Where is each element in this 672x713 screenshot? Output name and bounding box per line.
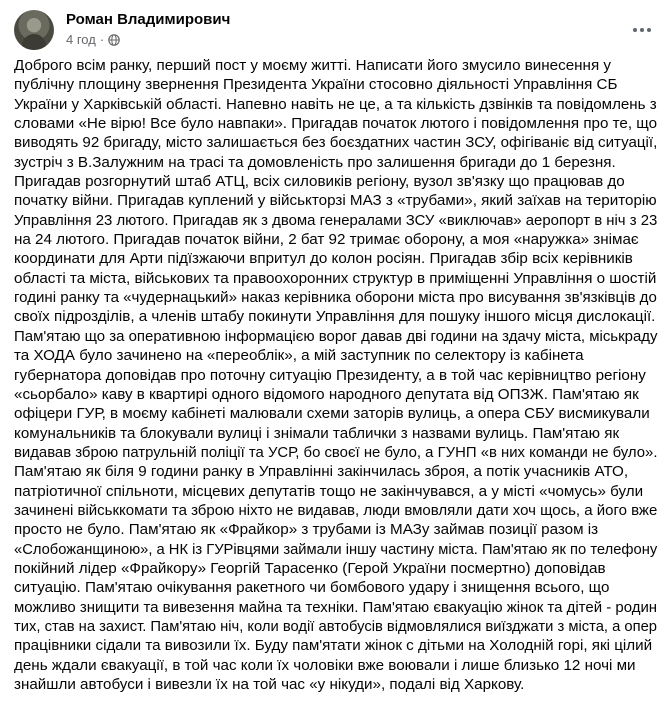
post-text-line: патріотичної спільноти, місцевих депутатів тощо не закінчувався, а у місті «чомусь» були [14,482,644,500]
more-options-button[interactable] [628,16,656,44]
post-text-line: області та міста, військових та правоохоронних структур в приміщенні Управління о шостій [14,269,657,287]
post-text [14,56,657,694]
post-text-line: ситуацію. Пам'ятаю очікування ракетного чи бомбового удару і знищення всього, що [14,579,610,597]
post-text-line: координати для Арти підїзжаючи впритул до колон росіян. Пригадав збір всіх керівників [14,250,633,268]
post-header [14,10,658,50]
more-horizontal-icon [633,28,637,32]
post-text-line: на 24 лютого. Пригадав початок війни, 2 бат 92 тримає оборону, а моя «наружка» знімає [14,231,639,249]
post-text-line: словами «Не вірю! Все було навпаки». Пригадав початок лютого і повідомлення про те, що [14,115,657,133]
post-text-line: початку війни. Пригадав куплений у військторзі МАЗ з «трубами», який заїхав на територію [14,192,657,210]
post-timestamp[interactable]: 4 год [66,32,96,47]
post-text-line: своїх підрозділів, а членів штабу покинути Управління для пошуку іншого місця дислокації. [14,308,656,326]
post-text-line: можливо знищити та вивезення майна та техніки. Пам'ятаю євакуацію жінок та дітей - родин [14,598,658,616]
post-text-line: годині ранку та «чудернацький» наказ керівника оборони міста про висування зв'язківців до [14,289,657,307]
post-text-line: Пам'ятаю як біля 9 години ранку в Управлінні закінчилась зброя, а потік учасників АТО, [14,463,629,481]
post-text-line: комунальників та блокували вулиці і знімали таблички з назвами вулиць. Пам'ятаю як [14,424,620,442]
post-text-line: зачинені військкомати та зброю ніхто не видавав, люди вмовляли дати хоч щось, а його вже [14,501,658,519]
post-text-line: зустріч з В.Залужним на трасі та домовленість про залишення бригади до 1 березня. [14,153,616,171]
globe-icon [108,34,120,46]
post-text-line: України у Харківській області. Напевно навіть не це, а та кількість дзвінків та повідомлень з [14,95,657,113]
more-dot [647,28,651,32]
post-text-line: покійний лідер «Фрайкору» Георгій Тарасенко (Герой України посмертно) доповідав [14,559,606,577]
post-text-line: знайшли автобуси і вивезли їх на той час «у нікуди», подалі від Харкову. [14,676,525,693]
post-text-line: губернатора доповідав про поточну ситуацію Президенту, а в той час керівництво регіону [14,366,646,384]
post-text-line: «Слобожанщиною», а НК із ГУРівцями займали іншу частину міста. Пам'ятаю як по телефону [14,540,658,558]
post-text-line: тих, став на захист. Пам'ятаю ніч, коли водії автобусів відмовлялися виїзджати з міста, а опер [14,617,658,635]
avatar[interactable] [14,10,54,50]
meta-separator: · [99,32,105,47]
post-text-line: Пам'ятаю що за оперативною інформацією ворог давав дві години на здачу міста, міськраду [14,327,658,345]
post-text-line: працівники сідали та вивозили їх. Буду пам'ятати жінок с дітьми на Холодній горі, які цілий [14,637,653,655]
post-text-line: Управління 23 лютого. Пригадав як з двома генералами ЗСУ «виключав» аеропорт в ніч з 23 [14,211,658,229]
post-text-line: Пригадав розгорнутий штаб АТЦ, всіх силовиків регіону, вузол зв'язку що працював до [14,173,625,191]
post-text-line: «сьорбало» каву в квартирі одного відомого народного депутата від ОПЗЖ. Пам'ятаю як [14,385,639,403]
post-text-line: та ХОДА було зачинено на «переоблік», а мій заступник по селектору із кабінета [14,347,584,365]
more-dot [640,28,644,32]
post-text-line: день ждали євакуації, в той час коли їх чоловіки вже воювали і лише близько 12 ночі ми [14,656,636,674]
post-text-line: публічну площину звернення Президента України стосовно діяльності Управління СБ [14,76,618,94]
post-text-line: виводять 92 бригаду, місто залишається без боєздатних частин ЗСУ, офігіваніє від ситуації, [14,134,658,152]
author-name[interactable]: Роман Владимирович [66,11,231,28]
post-text-line: просто не було. Пам'ятаю як «Фрайкор» з трубами із МАЗу займав позиції разом із [14,521,599,539]
post-text-line: офіцери ГУР, в моєму кабінеті малювали схеми заторів вулиць, а опера СБУ висмикували [14,405,650,423]
post-text-line: видавав зброю патрульній поліції та УСР, бо своєї не було, а ГУНП «в них команди не було». [14,443,658,461]
post-meta [66,32,120,47]
post-text-line: Доброго всім ранку, перший пост у моєму житті. Написати його змусило винесення у [14,57,611,74]
